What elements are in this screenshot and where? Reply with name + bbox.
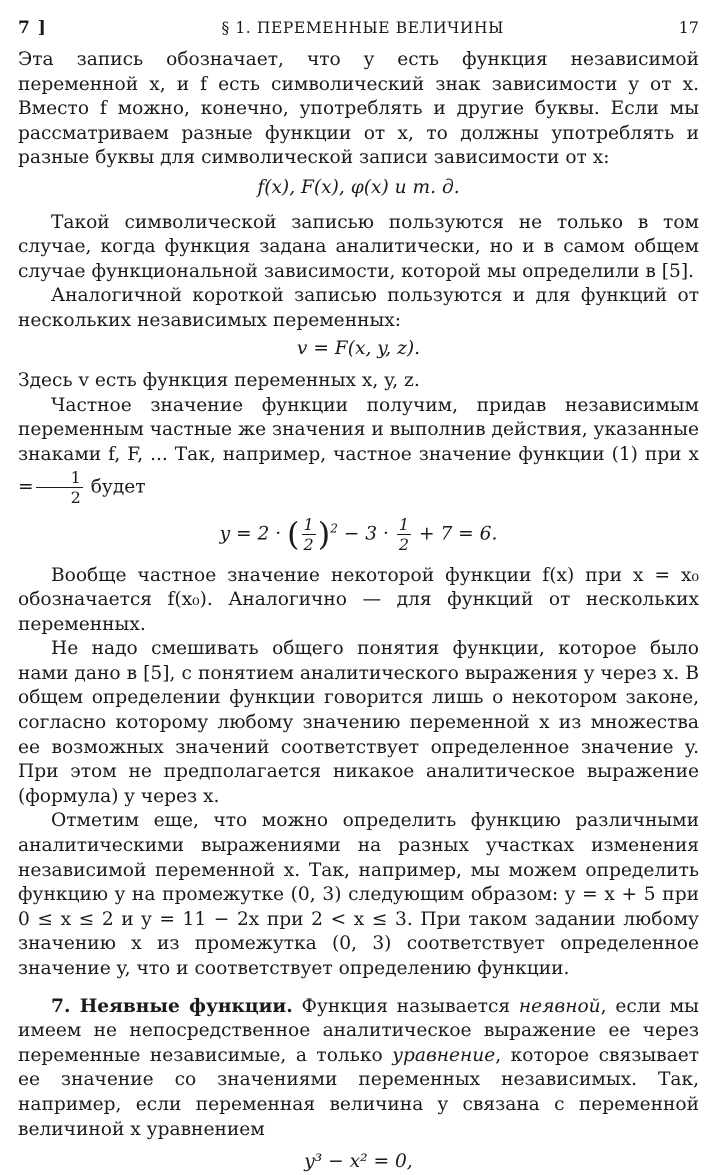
page-number: 17 bbox=[678, 18, 699, 37]
running-title: § 1. ПЕРЕМЕННЫЕ ВЕЛИЧИНЫ bbox=[221, 19, 504, 37]
fraction-half-in-formula bbox=[302, 515, 316, 554]
fraction-numerator: 1 bbox=[398, 514, 410, 534]
paragraph-2: Такой символической записью пользуются не только в том случае, когда функция задана аналитически, но и в самом общем случае функциональной зависимости, которой мы определили в [5]. bbox=[18, 211, 699, 282]
paragraph-5-end: будет bbox=[90, 476, 146, 497]
paragraph-7: Не надо смешивать общего понятия функции, которое было нами дано в [5], с понятием аналитического выражения y через x. В общем определении функции говорится лишь о некотором законе, согласно которому любому значению переменной x из множества ее возможных значений соответствует определенное значение y. При этом не предполагается никакое аналитическое выражение (формула) y через x. bbox=[18, 638, 699, 807]
exponent: 2 bbox=[330, 520, 338, 535]
fraction-denominator: 2 bbox=[303, 534, 314, 554]
paragraph-8: Отметим еще, что можно определить функцию различными аналитическими выражениями на разных участках изменения независимой переменной x. Так, например, мы можем определить функцию y на промежутке (0, 3) следующим образом: y = x + 5 при 0 ≤ x ≤ 2 и y = 11 − 2x при 2 < x ≤ 3. При таком задании любому значению x из промежутка (0, 3) соответствует определенное значение y, что и соответствует определению функции. bbox=[18, 810, 699, 979]
fraction-numerator: 1 bbox=[36, 468, 83, 488]
formula-several-variables: v = F(x, y, z). bbox=[296, 337, 421, 359]
paragraph-3: Аналогичной короткой записью пользуются и для функций от нескольких независимых переменных: bbox=[18, 285, 699, 331]
fraction-one-half bbox=[36, 468, 83, 507]
paragraph-4: Здесь v есть функция переменных x, y, z. bbox=[18, 370, 420, 392]
formula-part-a: y = 2 · bbox=[219, 523, 282, 544]
section-gap bbox=[18, 982, 699, 995]
p9-text-c: , которое связывает ее значение со значениями переменных независимых. Так, например, если переменная величина y связана с переменной величиной x уравнением bbox=[18, 1044, 699, 1140]
formula-part-c: + 7 = 6. bbox=[418, 523, 498, 544]
fraction-numerator: 1 bbox=[303, 514, 314, 534]
fraction-half-second bbox=[397, 515, 411, 554]
formula-part-b: − 3 · bbox=[343, 523, 389, 544]
fraction-denominator: 2 bbox=[398, 534, 410, 554]
paragraph-5-text: Частное значение функции получим, придав независимым переменным частные же значения и выполнив действия, указанные знаками f, F, ... Так, например, частное значение функции (1) при x = bbox=[18, 394, 699, 497]
fraction-denominator: 2 bbox=[70, 487, 81, 507]
left-paren: ( bbox=[287, 514, 300, 553]
formula-particular-value bbox=[18, 515, 699, 554]
term-equation: уравнение bbox=[392, 1044, 496, 1066]
section-number: 7 ] bbox=[18, 18, 47, 38]
paragraph-1: Эта запись обозначает, что y есть функция независимой переменной x, и f есть символический знак зависимости y от x. Вместо f можно, конечно, употреблять и другие буквы. Если мы рассматриваем разные функции от x, то должны употреблять и разные буквы для символической записи зависимости от x: bbox=[18, 49, 699, 169]
right-paren: ) bbox=[317, 514, 331, 553]
paragraph-5 bbox=[18, 394, 699, 507]
page-header bbox=[18, 8, 699, 48]
formula-function-notation: f(x), F(x), φ(x) и т. д. bbox=[257, 176, 460, 198]
p9-text-a: Функция называется bbox=[301, 995, 511, 1017]
p9-text-b: , если мы имеем не непосредственное аналитическое выражение ее через переменные независимые, а только bbox=[18, 995, 699, 1066]
term-implicit: неявной bbox=[518, 995, 601, 1017]
section-title: 7. Неявные функции. bbox=[51, 995, 293, 1017]
paragraph-6: Вообще частное значение некоторой функции f(x) при x = x₀ обозначается f(x₀). Аналогично — для функций от нескольких переменных. bbox=[18, 564, 699, 635]
formula-implicit-equation: y³ − x² = 0, bbox=[304, 1151, 413, 1173]
paragraph-implicit-functions bbox=[18, 995, 699, 1143]
